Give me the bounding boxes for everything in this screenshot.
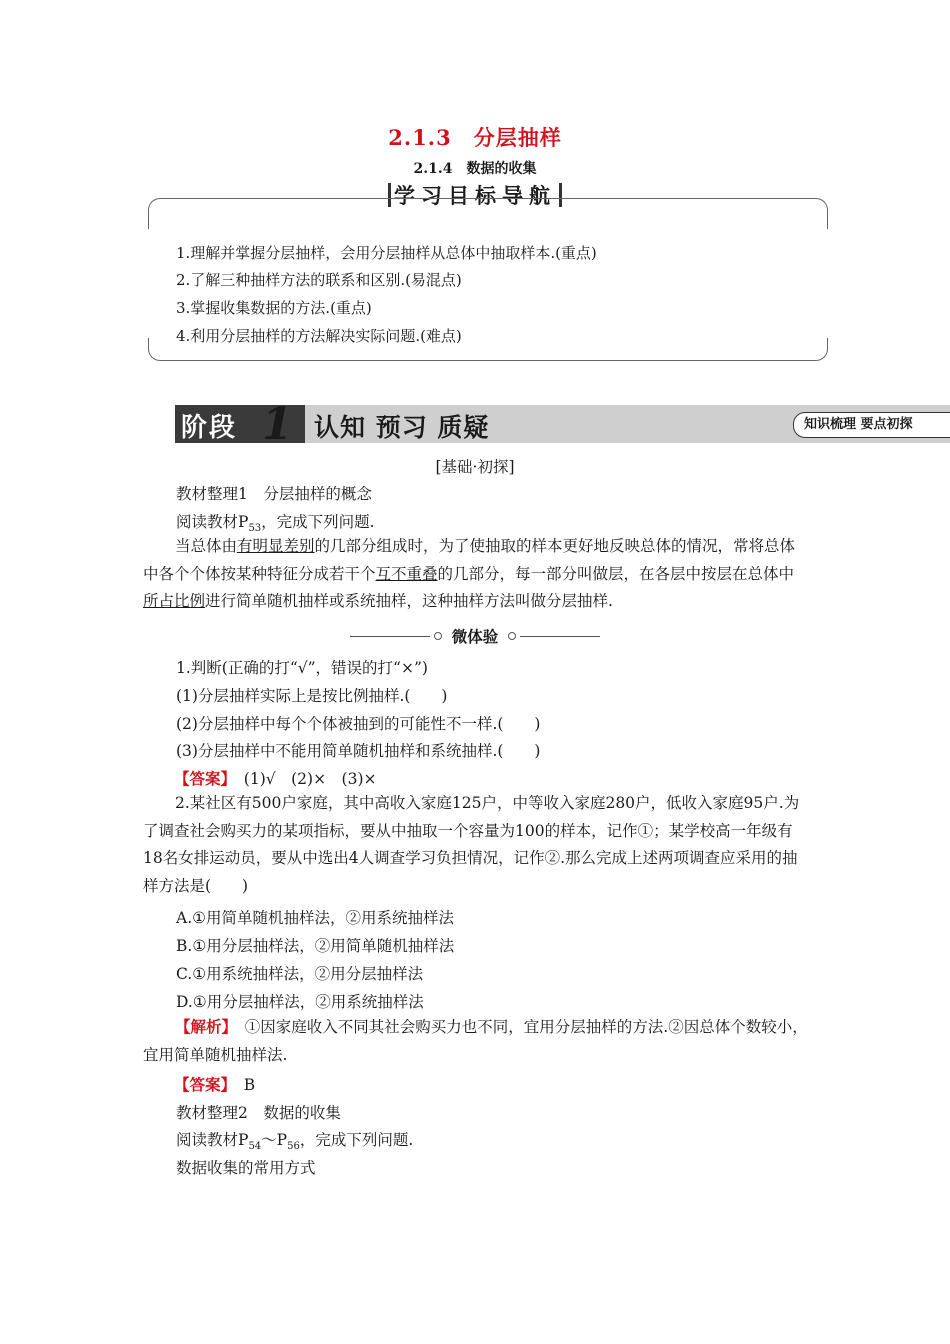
goal-item: 4.利用分层抽样的方法解决实际问题.(难点) (176, 327, 462, 345)
micro-experience-label: 微体验 (451, 627, 499, 646)
q2-stem: 2.某社区有500户家庭，其中高收入家庭125户，中等收入家庭280户，低收入家庭95户.为了调查社会购买力的某项指标，要从中抽取一个容量为100的样本，记作①；某学校高一年级有18名女排运动员，要从中选出4人调查学习负担情况，记作②.那么完成上述两项调查应采用的抽样方法是( ) (143, 794, 800, 895)
q2-answer: 【答案】 B (174, 1075, 256, 1094)
q1-item: (3)分层抽样中不能用简单随机抽样和系统抽样.( ) (176, 742, 541, 760)
underline-term: 有明显差别 (237, 537, 315, 555)
section-tag: [基础·初探] (435, 458, 515, 476)
concept-paragraph: 当总体由有明显差别的几部分组成时，为了使抽取的样本更好地反映总体的情况，常将总体中各个个体按某种特征分成若干个互不重叠的几部分，每一部分叫做层，在各层中按层在总体中所占比例进行简单随机抽样或系统抽样，这种抽样方法叫做分层抽样. (143, 537, 796, 611)
stage-title: 认知 预习 质疑 (314, 413, 490, 442)
goal-item: 1.理解并掌握分层抽样，会用分层抽样从总体中抽取样本.(重点) (176, 244, 597, 262)
textbook2-read: 阅读教材$P_{54}\sim P_{56}$，完成下列问题. (176, 1131, 414, 1153)
q2-analysis: 【解析】 ①因家庭收入不同其社会购买力也不同，宜用分层抽样的方法.②因总体个数较小，宜用简单随机抽样法. (143, 1017, 808, 1064)
q1-item: (2)分层抽样中每个个体被抽到的可能性不一样.( ) (176, 715, 541, 733)
goal-item: 3.掌握收集数据的方法.(重点) (176, 299, 372, 317)
underline-term: 所占比例 (143, 592, 206, 611)
q2-option: B.①用分层抽样法，②用简单随机抽样法 (176, 937, 455, 955)
page-subtitle: 2.1.4 数据的收集 (413, 161, 537, 177)
textbook1-heading: 教材整理1 分层抽样的概念 (176, 485, 372, 503)
micro-experience-divider (0, 625, 950, 647)
stage-label: 阶段 (181, 413, 238, 443)
q2-option: D.①用分层抽样法，②用系统抽样法 (176, 993, 424, 1011)
goals-box-top (148, 198, 828, 229)
textbook2-line: 数据收集的常用方式 (176, 1159, 316, 1177)
q1-stem: 1.判断(正确的打“√”，错误的打“×”) (176, 659, 428, 677)
stage-tag: 知识梳理 要点初探 (793, 412, 950, 438)
textbook2-heading: 教材整理2 数据的收集 (176, 1104, 341, 1122)
underline-term: 互不重叠 (375, 564, 438, 583)
q1-answer: 【答案】 (1)√ (2)× (3)× (174, 769, 377, 788)
stage-number: 1 (262, 399, 293, 450)
q2-option: C.①用系统抽样法，②用分层抽样法 (176, 965, 424, 983)
q1-item: (1)分层抽样实际上是按比例抽样.( ) (176, 687, 448, 705)
page-title: 2.1.3 分层抽样 (388, 125, 562, 150)
goals-header-text: 学习目标导航 (394, 184, 556, 208)
q2-option: A.①用简单随机抽样法，②用系统抽样法 (176, 909, 455, 927)
textbook1-read: 阅读教材$P_{53}$，完成下列问题. (176, 513, 375, 535)
goal-item: 2.了解三种抽样方法的联系和区别.(易混点) (176, 271, 462, 289)
